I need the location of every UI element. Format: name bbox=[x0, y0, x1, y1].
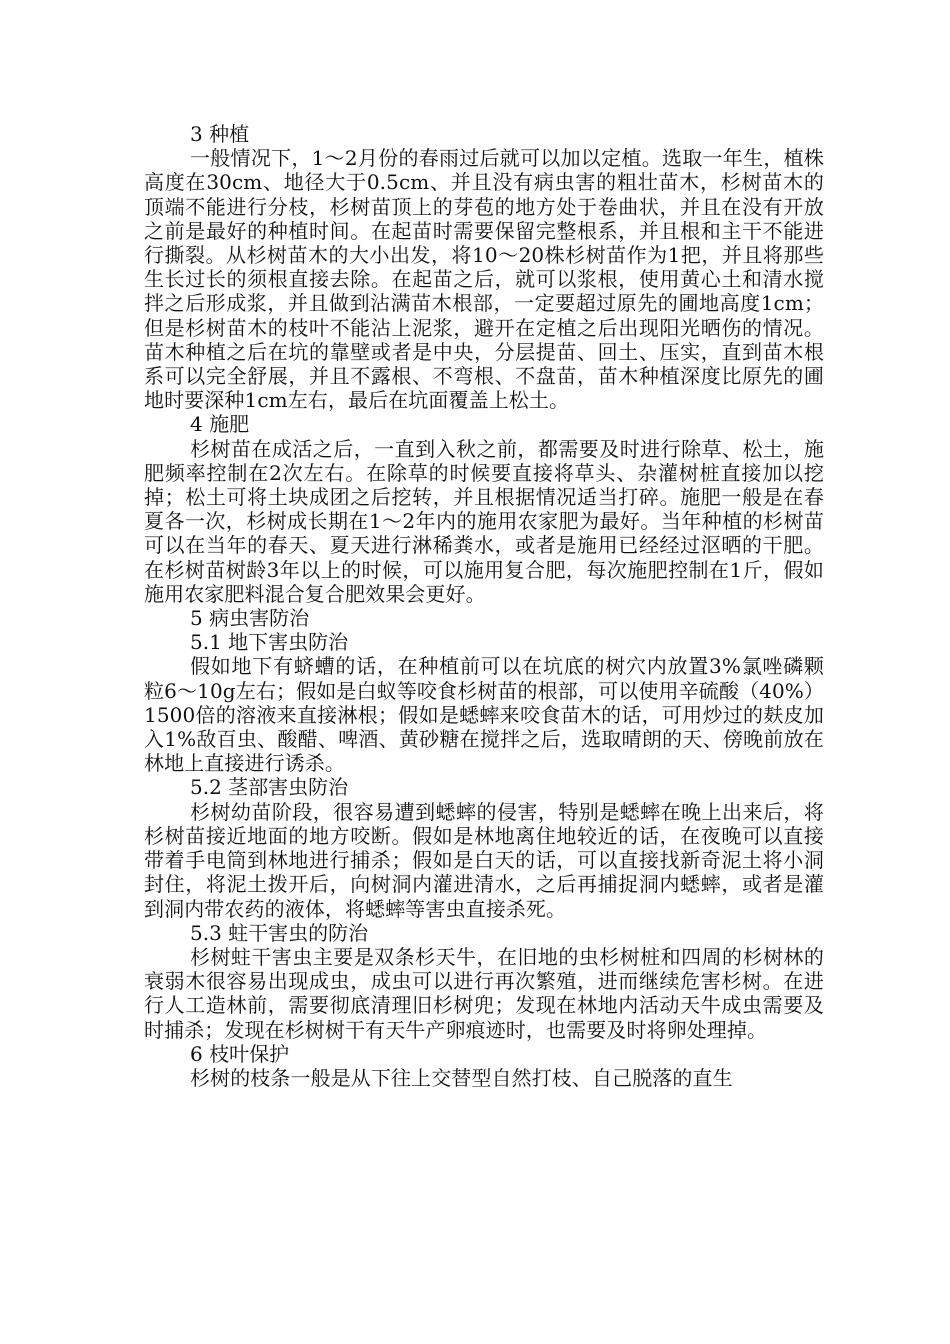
section-heading-stem-pests: 5.2 茎部害虫防治 bbox=[190, 775, 349, 800]
paragraph-trunk-borers: 杉树蛀干害虫主要是双条杉天牛，在旧地的虫杉树桩和四周的杉树林的衰弱木很容易出现成虫，成虫可以进行再次繁殖，进而继续危害杉树。在进行人工造林前，需要彻底清理旧杉树兜；发现在林地内活动天牛成虫需要及时捕杀；发现在杉树树干有天牛产卵痕迹时，也需要及时将卵处理掉。 bbox=[144, 944, 824, 1042]
paragraph-stem-pests: 杉树幼苗阶段，很容易遭到蟋蟀的侵害，特别是蟋蟀在晚上出来后，将杉树苗接近地面的地方咬断。假如是林地离住地较近的话，在夜晚可以直接带着手电筒到林地进行捕杀；假如是白天的话，可以直接找新奇泥土将小洞封住，将泥土拨开后，向树洞内灌进清水，之后再捕捉洞内蟋蟀，或者是灌到洞内带农药的液体，将蟋蟀等害虫直接杀死。 bbox=[144, 799, 824, 921]
document-body bbox=[144, 122, 824, 1090]
section-heading-branch-protection: 6 枝叶保护 bbox=[190, 1041, 290, 1066]
section-heading-trunk-borers: 5.3 蛀干害虫的防治 bbox=[190, 920, 369, 945]
section-heading-planting: 3 种植 bbox=[190, 122, 250, 146]
section-heading-pest-control: 5 病虫害防治 bbox=[190, 606, 310, 631]
section-heading-fertilizing: 4 施肥 bbox=[190, 412, 250, 437]
paragraph-planting: 一般情况下，1～2月份的春雨过后就可以加以定植。选取一年生，植株高度在30cm、地径大于0.5cm、并且没有病虫害的粗壮苗木，杉树苗木的顶端不能进行分枝，杉树苗顶上的芽苞的地方处于卷曲状，并且在没有开放之前是最好的种植时间。在起苗时需要保留完整根系，并且根和主干不能进行撕裂。从杉树苗木的大小出发，将10～20株杉树苗作为1把，并且将那些生长过长的须根直接去除。在起苗之后，就可以浆根，使用黄心土和清水搅拌之后形成浆，并且做到沾满苗木根部，一定要超过原先的圃地高度1cm；但是杉树苗木的枝叶不能沾上泥浆，避开在定植之后出现阳光晒伤的情况。苗木种植之后在坑的靠壁或者是中央，分层提苗、回土、压实，直到苗木根系可以完全舒展，并且不露根、不弯根、不盘苗，苗木种植深度比原先的圃地时要深种1cm左右，最后在坑面覆盖上松土。 bbox=[144, 146, 824, 413]
section-heading-underground-pests: 5.1 地下害虫防治 bbox=[190, 630, 349, 655]
paragraph-underground-pests: 假如地下有蛴螬的话，在种植前可以在坑底的树穴内放置3%氯唑磷颗粒6～10g左右；假如是白蚁等咬食杉树苗的根部，可以使用辛硫酸（40%）1500倍的溶液来直接淋根；假如是蟋蟀来咬食苗木的话，可用炒过的麸皮加入1%敌百虫、酸醋、啤酒、黄砂糖在搅拌之后，选取晴朗的天、傍晚前放在林地上直接进行诱杀。 bbox=[144, 654, 824, 776]
paragraph-branch-protection: 杉树的枝条一般是从下往上交替型自然打枝、自己脱落的直生 bbox=[190, 1065, 733, 1090]
paragraph-fertilizing: 杉树苗在成活之后，一直到入秋之前，都需要及时进行除草、松土，施肥频率控制在2次左右。在除草的时候要直接将草头、杂灌树桩直接加以挖掉；松土可将土块成团之后挖转，并且根据情况适当打碎。施肥一般是在春夏各一次，杉树成长期在1～2年内的施用农家肥为最好。当年种植的杉树苗可以在当年的春天、夏天进行淋稀粪水，或者是施用已经经过沤晒的干肥。在杉树苗树龄3年以上的时候，可以施用复合肥，每次施肥控制在1斤，假如施用农家肥料混合复合肥效果会更好。 bbox=[144, 436, 824, 606]
